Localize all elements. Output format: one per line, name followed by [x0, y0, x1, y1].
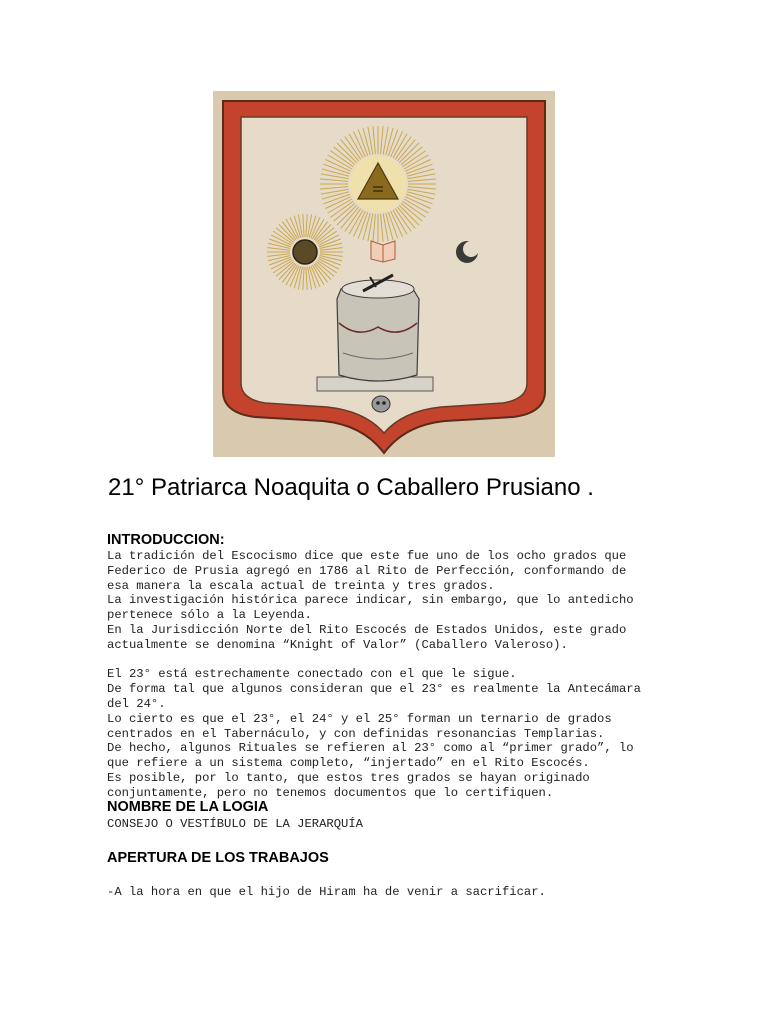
intro-line: actualmente se denomina “Knight of Valor” (Caballero Valeroso). [107, 637, 568, 652]
intro-line: conjuntamente, pero no tenemos documentos que lo certifiquen. [107, 785, 554, 800]
apertura-text: -A la hora en que el hijo de Hiram ha de venir a sacrificar. [107, 885, 546, 899]
apertura-heading: APERTURA DE LOS TRABAJOS [107, 850, 329, 866]
intro-line [107, 653, 641, 668]
intro-line: El 23° está estrechamente conectado con el que le sigue. [107, 667, 517, 682]
intro-line: centrados en el Tabernáculo, y con definidas resonancias Templarias. [107, 726, 605, 741]
intro-line: Federico de Prusia agregó en 1786 al Rito de Perfección, conformando de [107, 563, 627, 578]
intro-line: que refiere a un sistema completo, “injertado” en el Rito Escocés. [107, 756, 590, 771]
intro-heading: INTRODUCCION: [107, 532, 225, 548]
logia-heading: NOMBRE DE LA LOGIA [107, 799, 269, 815]
skull-symbol [372, 396, 390, 412]
page-title: 21° Patriarca Noaquita o Caballero Prusiano . [108, 474, 594, 501]
intro-line: La tradición del Escocismo dice que este fue uno de los ocho grados que [107, 549, 627, 563]
heraldic-emblem [213, 91, 555, 457]
intro-line: De forma tal que algunos consideran que el 23° es realmente la Antecámara [107, 682, 641, 697]
intro-line: En la Jurisdicción Norte del Rito Escocés de Estados Unidos, este grado [107, 622, 627, 637]
intro-line: esa manera la escala actual de treinta y tres grados. [107, 578, 495, 593]
intro-line: La investigación histórica parece indicar, sin embargo, que lo antedicho [107, 593, 634, 608]
logia-text: CONSEJO O VESTÍBULO DE LA JERARQUÍA [107, 817, 363, 831]
intro-line: De hecho, algunos Rituales se refieren al 23° como al “primer grado”, lo [107, 741, 634, 756]
sun-symbol [293, 240, 317, 264]
intro-text [107, 549, 641, 801]
intro-line: Es posible, por lo tanto, que estos tres grados se hayan originado [107, 770, 590, 785]
intro-line: Lo cierto es que el 23°, el 24° y el 25° forman un ternario de grados [107, 711, 612, 726]
intro-line: del 24°. [107, 696, 166, 711]
intro-line: pertenece sólo a la Leyenda. [107, 608, 312, 623]
